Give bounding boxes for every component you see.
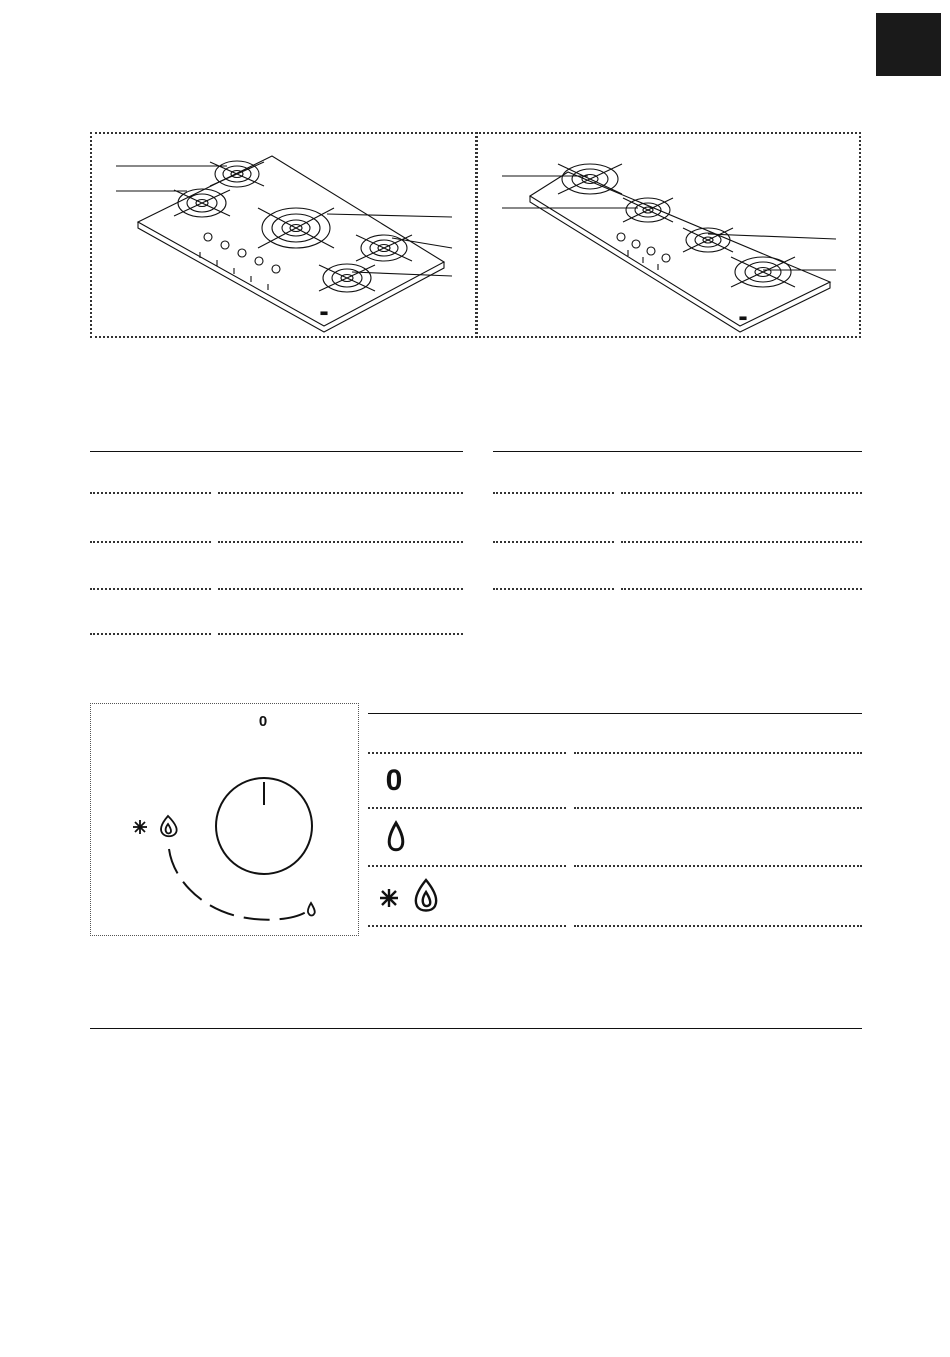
control-knobs [617, 233, 670, 270]
table-cell-empty [621, 541, 862, 543]
ignition-spark-icon [133, 820, 147, 834]
table-cell-empty [218, 633, 463, 635]
table-cell-empty [368, 865, 566, 867]
off-symbol-icon [382, 763, 422, 797]
table-cell-empty [574, 925, 862, 927]
table-header-rule [368, 713, 862, 714]
burner-center-wok [258, 208, 334, 248]
burner-4 [731, 257, 795, 287]
table-cell-empty [621, 588, 862, 590]
setting-row-maximum-ignition [368, 877, 862, 917]
burner-3 [683, 228, 733, 252]
control-knobs [200, 233, 280, 290]
burner-table-right [493, 451, 862, 452]
burner-table-left [90, 451, 463, 452]
table-cell-empty [493, 588, 614, 590]
large-flame-icon [161, 816, 177, 836]
table-header-rule [493, 451, 862, 452]
burner-front-right [319, 264, 375, 292]
burner-rear-right [356, 235, 412, 261]
svg-text:0: 0 [385, 764, 403, 797]
table-cell-empty [574, 807, 862, 809]
knob-settings-table [368, 713, 862, 797]
knob-diagram [90, 703, 359, 936]
table-cell-empty [218, 492, 463, 494]
table-cell-empty [90, 541, 211, 543]
burner-1 [558, 164, 622, 194]
setting-row-off [368, 763, 862, 803]
table-cell-empty [368, 807, 566, 809]
callout-line [327, 214, 452, 217]
table-cell-empty [574, 865, 862, 867]
table-cell-empty [621, 492, 862, 494]
table-cell-empty [368, 752, 566, 754]
section-divider [90, 1028, 862, 1029]
small-flame-icon [308, 903, 315, 916]
table-cell-empty [90, 633, 211, 635]
setting-row-minimum [368, 817, 862, 857]
table-cell-empty [493, 492, 614, 494]
linear-hob-illustration [478, 134, 863, 340]
table-cell-empty [493, 541, 614, 543]
small-flame-icon [382, 819, 422, 859]
callout-line [352, 272, 452, 276]
knob-zero-label: 0 [258, 713, 268, 730]
table-cell-empty [368, 925, 566, 927]
hob-figure-five-burner [90, 132, 477, 338]
table-cell-empty [90, 588, 211, 590]
section-tab [876, 13, 941, 76]
table-header-rule [90, 451, 463, 452]
table-cell-empty [218, 541, 463, 543]
table-cell-empty [218, 588, 463, 590]
ignition-large-flame-icon [376, 877, 456, 917]
table-cell-empty [574, 752, 862, 754]
knob-rotation-arc [169, 849, 306, 920]
burner-front-left [174, 189, 230, 217]
knob-positions-illustration [91, 704, 360, 937]
hob-figure-linear-burner [476, 132, 861, 338]
five-burner-hob-illustration [92, 134, 479, 340]
burner-2 [623, 198, 673, 222]
table-cell-empty [90, 492, 211, 494]
